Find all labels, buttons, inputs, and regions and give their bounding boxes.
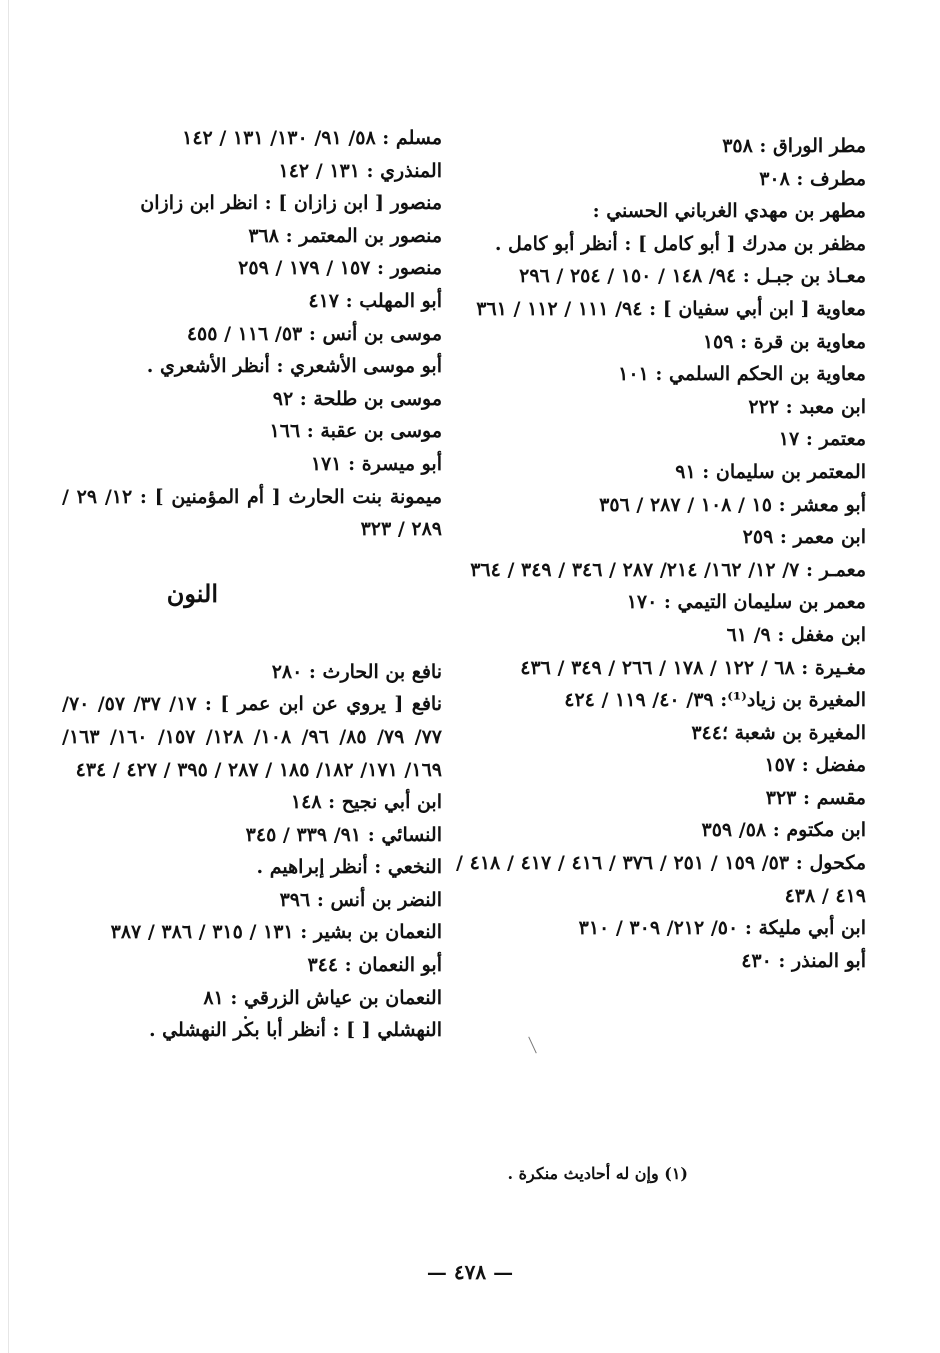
index-entry: منصور : ١٥٧ / ١٧٩ / ٢٥٩ xyxy=(238,257,442,280)
index-entry: النهشلي [ ] : أنظر أبا بكر النهشلي . xyxy=(148,1019,442,1042)
index-entry: أبو ميسرة : ١٧١ xyxy=(310,452,442,475)
index-entry: المنذري : ١٣١ / ١٤٢ xyxy=(278,159,442,182)
index-entry: معتمر : ١٧ xyxy=(778,428,866,451)
page-number: — ٤٧٨ — xyxy=(426,1260,514,1284)
index-entry: معاوية [ ابن أبي سفيان ] : ٩٤/ ١١١ / ١١٢ / ٣٦١ xyxy=(476,297,866,320)
index-entry: المغيرة بن شعبة ؛٣٤٤ xyxy=(691,721,866,744)
index-entry: النسائي : ٩١/ ٣٣٩ / ٣٤٥ xyxy=(245,823,442,846)
index-entry: أبو المهلب : ٤١٧ xyxy=(308,289,442,312)
index-entry: مطر الوراق : ٣٥٨ xyxy=(722,135,866,157)
index-entry: موسى بن أنس : ٥٣/ ١١٦ / ٤٥٥ xyxy=(186,322,442,345)
index-entry: منصور [ ابن زازان ] : انظر ابن زازان xyxy=(140,192,442,215)
index-entry: مكحول : ٥٣/ ١٥٩ / ٢٥١ / ٣٧٦ / ٤١٦ / ٤١٧ / ٤١٨ / ٤١٩ / ٤٣٨ xyxy=(456,852,867,907)
index-entry: مطهر بن مهدي الغرباني الحسني : xyxy=(592,200,866,223)
index-entry: النضر بن أنس : ٣٩٦ xyxy=(279,888,442,911)
index-entry: مظفر بن مدرك [ أبو كامل ] : أنظر أبو كامل . xyxy=(494,232,866,255)
index-entry: مطرف : ٣٠٨ xyxy=(759,167,866,190)
index-entry: معاوية بن الحكم السلمي : ١٠١ xyxy=(618,363,866,386)
index-entry: مغـيرة : ٦٨ / ١٢٢ / ١٧٨ / ٢٦٦ / ٣٤٩ / ٤٣٦ xyxy=(520,656,866,679)
index-entry: مفضل : ١٥٧ xyxy=(764,754,866,777)
index-entry: أبو النعمان : ٣٤٤ xyxy=(307,954,442,977)
left-column xyxy=(62,122,442,1047)
stray-mark xyxy=(528,1037,537,1054)
scan-edge-line xyxy=(8,0,9,1353)
index-entry: أبو موسى الأشعري : أنظر الأشعري . xyxy=(146,355,442,378)
index-entry: أبو المنذر : ٤٣٠ xyxy=(741,949,866,972)
index-entry: ابن مكتوم : ٥٨/ ٣٥٩ xyxy=(701,819,866,842)
index-entry: معمـر : ٧/ ١٢/ ١٦٢/ ٢١٤/ ٢٨٧ / ٣٤٦ / ٣٤٩ / ٣٦٤ xyxy=(470,558,866,581)
index-entry: النعمان بن بشير : ١٣١ / ٣١٥ / ٣٨٦ / ٣٨٧ xyxy=(110,921,442,944)
index-entry: ابن أبي مليكة : ٥٠/ ٢١٢/ ٣٠٩ / ٣١٠ xyxy=(578,917,866,940)
index-entry: النعمان بن عياش الزرقي : ٨١ xyxy=(203,986,442,1009)
index-entry: مسلم : ٥٨/ ٩١/ ١٣٠/ ١٣١ / ١٤٢ xyxy=(182,127,442,149)
index-entry: نافع بن الحارث : ٢٨٠ xyxy=(271,660,442,683)
index-entry: ابن مغفل : ٩/ ٦١ xyxy=(726,623,866,646)
index-entry: معاوية بن قرة : ١٥٩ xyxy=(702,330,866,353)
index-entry: معمر بن سليمان التيمي : ١٧٠ xyxy=(626,591,866,614)
index-entry: نافع [ يروي عن ابن عمر ] : ١٧/ ٣٧/ ٥٧/ ٧٠/ ٧٧/ ٧٩/ ٨٥/ ٩٦/ ١٠٨/ ١٢٨/ ١٥٧/ ١٦٠/ ١٦٣/ ١٦٩/ ١٧١/ ١٨٢/ ١٨٥ / ٢٨٧ / ٣٩٥ / ٤٢٧ / ٤٣٤ xyxy=(62,693,443,781)
index-entry: موسى بن عقبة : ١٦٦ xyxy=(269,420,442,443)
index-entry: المعتمر بن سليمان : ٩١ xyxy=(675,460,866,483)
index-entry: منصور بن المعتمر : ٣٦٨ xyxy=(248,224,442,247)
section-heading: النون xyxy=(166,578,218,608)
stray-dot xyxy=(244,1016,247,1019)
index-entry: ابن معمر : ٢٥٩ xyxy=(742,526,866,549)
index-entry: ميمونة بنت الحارث [ أم المؤمنين ] : ١٢/ ٢٩ / ٢٨٩ / ٣٢٣ xyxy=(62,485,443,541)
index-entry: أبو معشر : ١٥ / ١٠٨ / ٢٨٧ / ٣٥٦ xyxy=(599,493,866,516)
footnote: (١) وإن له أحاديث منكرة . xyxy=(507,1164,688,1183)
right-column xyxy=(456,130,866,977)
index-entry: النخعي : أنظر إبراهيم . xyxy=(256,856,442,879)
index-entry: ابن أبي نجيح : ١٤٨ xyxy=(290,791,442,814)
index-entry: معـاذ بن جبـل : ٩٤/ ١٤٨ / ١٥٠ / ٢٥٤ / ٢٩٦ xyxy=(519,265,866,288)
index-entry: المغيرة بن زياد⁽¹⁾: ٣٩/ ٤٠/ ١١٩ / ٤٢٤ xyxy=(564,689,866,712)
index-entry: مقسم : ٣٢٣ xyxy=(765,786,866,809)
index-entry: موسى بن طلحة : ٩٢ xyxy=(272,387,442,410)
index-entry: ابن معبد : ٢٢٢ xyxy=(748,395,866,418)
